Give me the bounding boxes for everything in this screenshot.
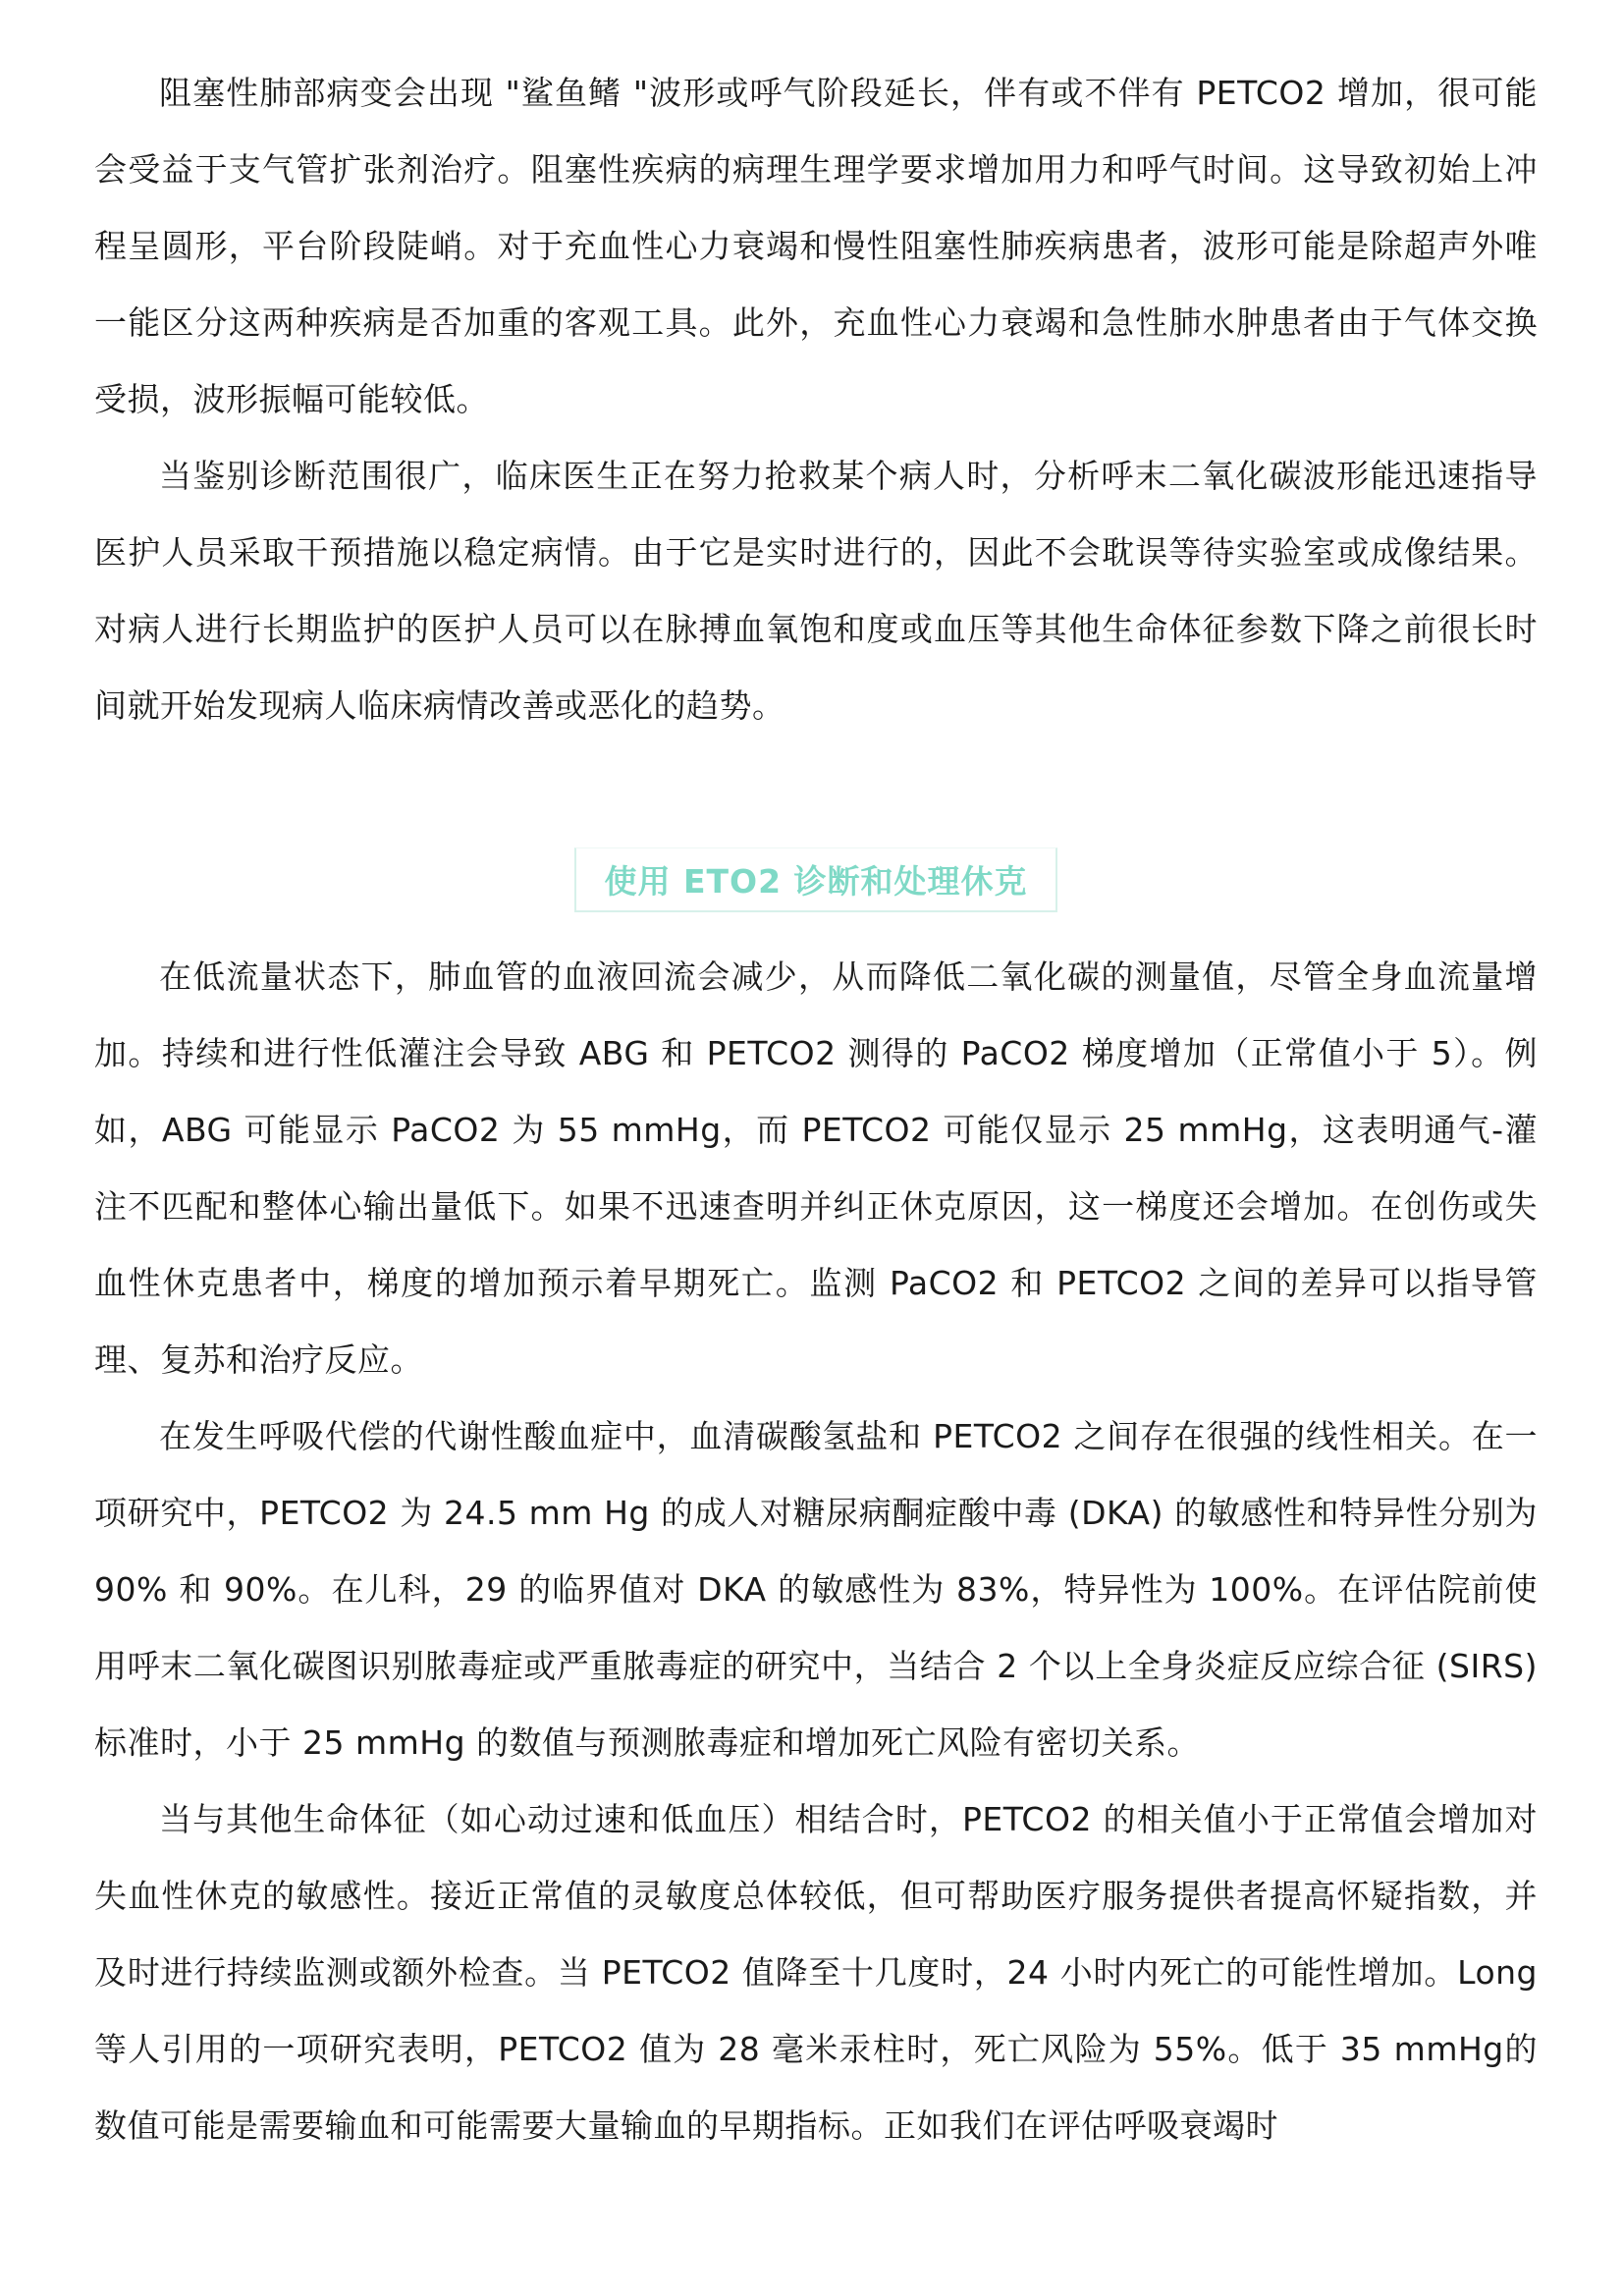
paragraph-obstructive-waveform: 阻塞性肺部病变会出现 "鲨鱼鳍 "波形或呼气阶段延长，伴有或不伴有 PETCO2 增加，很可能会受益于支气管扩张剂治疗。阻塞性疾病的病理生理学要求增加用力和呼气时间。这导致初始上冲程呈圆形，平台阶段陡峭。对于充血性心力衰竭和慢性阻塞性肺疾病患者，波形可能是除超声外唯一能区分这两种疾病是否加重的客观工具。此外，充血性心力衰竭和急性肺水肿患者由于气体交换受损，波形振幅可能较低。 (94, 74, 1538, 418)
paragraph-low-flow-state: 在低流量状态下，肺血管的血液回流会减少，从而降低二氧化碳的测量值，尽管全身血流量增加。持续和进行性低灌注会导致 ABG 和 PETCO2 测得的 PaCO2 梯度增加（正常值小于 5）。例如，ABG 可能显示 PaCO2 为 55 mmHg，而 PETCO2 可能仅显示 25 mmHg，这表明通气-灌注不匹配和整体心输出量低下。如果不迅速查明并纠正休克原因，这一梯度还会增加。在创伤或失血性休克患者中，梯度的增加预示着早期死亡。监测 PaCO2 和 PETCO2 之间的差异可以指导管理、复苏和治疗反应。 (94, 957, 1538, 1379)
section-heading: 使用 ETO2 诊断和处理休克 (574, 847, 1056, 912)
paragraph-realtime-guidance: 当鉴别诊断范围很广，临床医生正在努力抢救某个病人时，分析呼末二氧化碳波形能迅速指导医护人员采取干预措施以稳定病情。由于它是实时进行的，因此不会耽误等待实验室或成像结果。对病人进行长期监护的医护人员可以在脉搏血氧饱和度或血压等其他生命体征参数下降之前很长时间就开始发现病人临床病情改善或恶化的趋势。 (94, 457, 1538, 725)
section-spacer (94, 744, 1538, 833)
section-heading-container (94, 833, 1538, 927)
document-page (94, 55, 1538, 2164)
paragraph-hemorrhagic-shock: 当与其他生命体征（如心动过速和低血压）相结合时，PETCO2 的相关值小于正常值会增加对失血性休克的敏感性。接近正常值的灵敏度总体较低，但可帮助医疗服务提供者提高怀疑指数，并及时进行持续监测或额外检查。当 PETCO2 值降至十几度时，24 小时内死亡的可能性增加。Long 等人引用的一项研究表明，PETCO2 值为 28 毫米汞柱时，死亡风险为 55%。低于 35 mmHg的数值可能是需要输血和可能需要大量输血的早期指标。正如我们在评估呼吸衰竭时 (94, 1800, 1538, 2145)
paragraph-metabolic-acidemia: 在发生呼吸代偿的代谢性酸血症中，血清碳酸氢盐和 PETCO2 之间存在很强的线性相关。在一项研究中，PETCO2 为 24.5 mm Hg 的成人对糖尿病酮症酸中毒 (DKA) 的敏感性和特异性分别为 90% 和 90%。在儿科，29 的临界值对 DKA 的敏感性为 83%，特异性为 100%。在评估院前使用呼末二氧化碳图识别脓毒症或严重脓毒症的研究中，当结合 2 个以上全身炎症反应综合征 (SIRS) 标准时，小于 25 mmHg 的数值与预测脓毒症和增加死亡风险有密切关系。 (94, 1417, 1538, 1762)
